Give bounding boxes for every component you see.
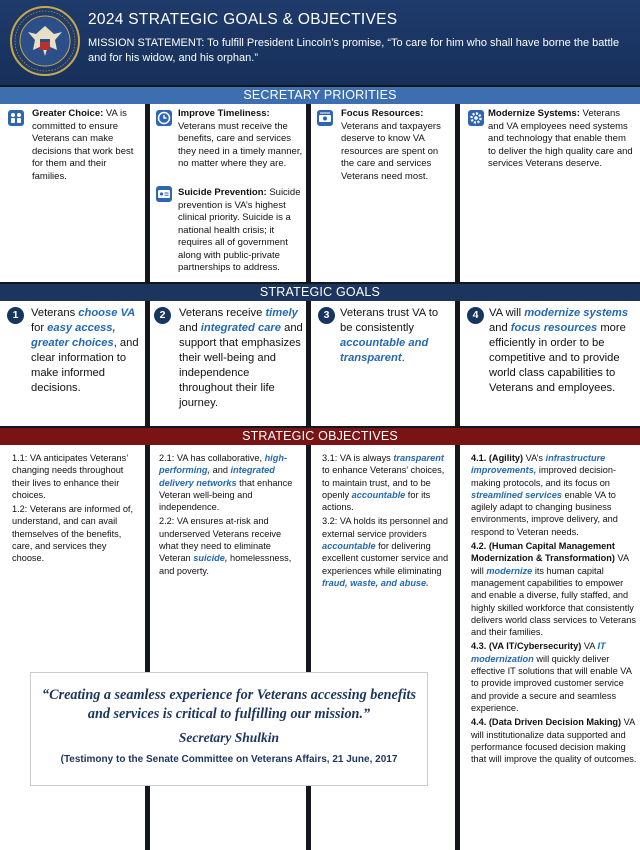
goal-emphasis: timely — [265, 307, 298, 319]
body-text: VA will institutionalize data supported and performance focused decision making that will improve the quality of outcomes. — [471, 717, 637, 765]
goal-text — [179, 306, 303, 411]
goal-emphasis: accountable and transparent — [340, 337, 429, 364]
objective-column-4 — [460, 445, 640, 850]
objective-emphasis: accountable — [322, 541, 376, 552]
objective-list — [159, 452, 303, 579]
priority-focus-resources: Focus Resources: Veterans and taxpayers deserve to know VA resources are spent on the care and services Veterans need most. — [341, 108, 441, 182]
body-text: 2.2: VA ensures at-risk and underserved Veterans receive what they need to eliminate Veteran — [159, 516, 282, 564]
objective-item — [322, 452, 450, 513]
body-text: VA will — [471, 553, 629, 576]
body-text: 1.1: VA anticipates Veterans’ changing needs throughout their lives to enhance their choices. — [12, 453, 128, 500]
objective-column-2 — [150, 445, 306, 850]
goal-text — [31, 306, 141, 396]
goal-number: 3 — [318, 307, 335, 324]
objective-emphasis: streamlined services — [471, 489, 562, 500]
body-text: for — [31, 322, 48, 334]
goal-column-4 — [460, 301, 640, 426]
objective-item — [12, 503, 140, 564]
objective-emphasis: IT modernization — [471, 641, 606, 664]
objective-emphasis: modernize — [486, 565, 533, 576]
body-text: 1.2: Veterans are informed of, understand, and can avail themselves of the benefits, care, and services they choose. — [12, 504, 134, 564]
objective-item — [471, 640, 637, 714]
objective-list — [322, 452, 450, 591]
goal-emphasis: integrated care — [200, 322, 281, 334]
body-text: homelessness, and poverty. — [159, 553, 292, 576]
objective-emphasis: accountable — [351, 489, 406, 500]
body-text: Veterans — [31, 307, 79, 319]
objective-emphasis: fraud, waste, and abuse. — [322, 577, 429, 588]
people-icon — [8, 110, 24, 126]
goal-number: 2 — [154, 307, 171, 324]
objective-item — [471, 716, 637, 765]
body-text: Veterans receive — [179, 307, 266, 319]
objective-item — [322, 515, 450, 589]
body-text: VA will — [489, 307, 525, 319]
body-text: VA’s — [523, 453, 546, 463]
body-text: to enhance Veterans’ choices, to maintain trust, and to be openly — [322, 465, 445, 500]
body-text: . — [401, 352, 405, 364]
goal-column-3 — [311, 301, 455, 426]
body-text: 3.2: VA holds its personnel and external service providers — [322, 516, 448, 539]
objective-item — [471, 452, 637, 538]
priority-greater-choice: Greater Choice: VA is committed to ensure Veterans can make decisions that work best for them and their families. — [32, 108, 134, 182]
objective-item — [471, 540, 637, 638]
objective-heading: 4.3. (VA IT/Cybersecurity) — [471, 641, 582, 652]
body-text: improved decision-making protocols, and its focus on — [471, 465, 617, 488]
priority-suicide-prevention: Suicide Prevention: Suicide prevention is VA’s highest clinical priority. Suicide is a national health crisis; it requires all of government along with public-private partnerships to address. — [178, 187, 301, 273]
body-text: enable VA to agilely adapt to changing business environments, improve delivery, and respond to Veteran needs. — [471, 489, 618, 537]
goal-number: 4 — [467, 307, 484, 324]
priority-column-3 — [311, 104, 455, 282]
objective-item — [12, 452, 140, 501]
objective-column-1 — [0, 445, 145, 850]
objective-emphasis: high-performing, — [159, 453, 288, 476]
goal-emphasis: modernize systems — [524, 307, 629, 319]
body-text: and — [210, 465, 231, 476]
page-title: 2024 STRATEGIC GOALS & OBJECTIVES — [88, 11, 398, 28]
goal-text — [340, 306, 453, 366]
objective-emphasis: infrastructure improvements, — [471, 453, 606, 476]
objective-list — [471, 452, 637, 767]
priority-column-4 — [460, 104, 640, 282]
body-text: that enhance Veteran well-being and independence. — [159, 477, 293, 513]
goal-emphasis: choose VA — [78, 307, 136, 319]
mission-statement: MISSION STATEMENT: To fulfill President Lincoln’s promise, “To care for him who shall have borne the battle and for his widow, and his orphan.” — [88, 37, 620, 64]
objective-list — [12, 452, 140, 567]
money-icon — [317, 110, 333, 126]
goal-text — [489, 306, 636, 396]
section-header-priorities: SECRETARY PRIORITIES — [0, 87, 640, 104]
clock-icon — [156, 110, 172, 126]
body-text: will quickly deliver effective IT solutions that will enable VA to provide improved customer service and provide a secure and seamless experience. — [471, 653, 632, 713]
objective-heading: 4.2. (Human Capital Management Modernization & Transformation) — [471, 541, 615, 564]
goal-emphasis: easy access, greater choices — [31, 322, 116, 349]
body-text: and support that emphasizes their well-being and independence throughout their life journey. — [179, 322, 303, 409]
body-text: , and clear information to make informed decisions. — [31, 337, 139, 394]
body-text: for its actions. — [322, 489, 431, 513]
objective-column-3 — [311, 445, 455, 850]
objective-item — [159, 515, 303, 576]
va-seal-logo — [10, 6, 80, 76]
body-text: Veterans trust VA to be consistently — [340, 307, 439, 334]
objective-emphasis: suicide, — [193, 553, 228, 564]
quote-citation: (Testimony to the Senate Committee on Veterans Affairs, 21 June, 2017 — [60, 754, 398, 765]
goal-column-2 — [150, 301, 306, 426]
body-text: more efficiently in order to be competitive and to provide world class capabilities to Veterans and employees. — [489, 322, 626, 394]
section-header-goals: STRATEGIC GOALS — [0, 284, 640, 301]
priority-modernize-systems: Modernize Systems: Veterans and VA employees need systems and technology that enable them to deliver the high quality care and services Veterans deserve. — [488, 108, 633, 169]
goal-number: 1 — [7, 307, 24, 324]
body-text: 2.1: VA has collaborative, — [159, 453, 265, 463]
quote-author: Secretary Shulkin — [178, 730, 280, 745]
priority-column-2 — [150, 104, 306, 282]
body-text: its human capital management capabilities to empower and enable a diverse, fully staffed, and highly skilled workforce that consistently delivers world class services to Veterans and their families. — [471, 565, 636, 638]
quote-box — [30, 672, 428, 786]
body-text: 3.1: VA is always — [322, 453, 394, 463]
body-text: for delivering excellent customer service and experiences while eliminating — [322, 541, 449, 576]
objective-heading: 4.1. (Agility) — [471, 453, 524, 463]
priority-column-1 — [0, 104, 145, 282]
section-header-objectives: STRATEGIC OBJECTIVES — [0, 428, 640, 445]
body-text: VA — [581, 641, 598, 652]
objective-item — [159, 452, 303, 513]
quote-text: “Creating a seamless experience for Veterans accessing benefits and services is critical to fulfilling our mission.” — [42, 687, 416, 722]
gear-icon — [468, 110, 484, 126]
body-text: and — [179, 322, 201, 334]
objective-emphasis: transparent — [393, 453, 444, 463]
id-card-icon — [156, 186, 172, 202]
priority-improve-timeliness: Improve Timeliness: Veterans must receive the benefits, care and services they need in a timely manner, no matter where they are. — [178, 108, 303, 169]
objective-emphasis: integrated delivery networks — [159, 465, 275, 488]
body-text: and — [489, 322, 511, 334]
goal-column-1 — [0, 301, 145, 426]
goal-emphasis: focus resources — [510, 322, 598, 334]
objective-heading: 4.4. (Data Driven Decision Making) — [471, 717, 622, 728]
header — [0, 0, 640, 85]
